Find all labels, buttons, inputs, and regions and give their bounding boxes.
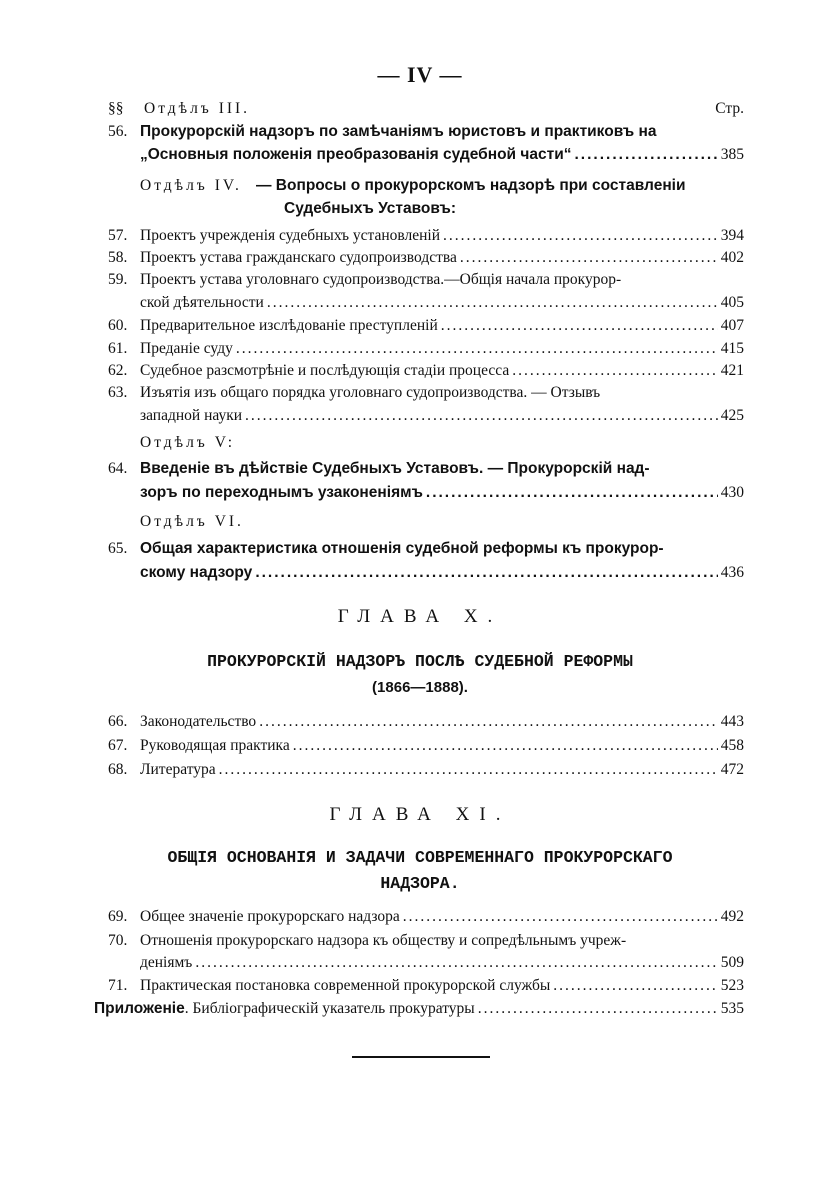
entry-number: 56. [108,123,128,140]
entry-text: деніямъ [140,954,193,971]
entry-text: Общее значеніе прокурорскаго надзора [140,908,400,925]
section-label-3: Отдѣлъ III. [144,100,251,117]
dot-leader [293,735,718,757]
entry-page: 394 [720,227,744,244]
section-4-title-line2: Судебныхъ Уставовъ: [284,200,456,217]
entry-text: Предварительное изслѣдованіе преступленій [140,317,438,334]
entry-number: 63. [108,384,128,401]
entry-number: 64. [108,460,128,477]
chapter-11-title-line2: НАДЗОРА. [380,874,460,893]
entry-page: 458 [720,737,744,754]
entry-text: „Основныя положенія преобразованія судебной части“ [140,146,572,163]
entry-text: Законодательство [140,713,257,730]
dot-leader [219,759,718,781]
entry-page: 385 [720,146,744,163]
entry-page: 425 [720,407,744,424]
dot-leader [553,975,717,997]
entry-text: Проектъ учрежденія судебныхъ установленій [140,227,441,244]
dot-leader [512,360,718,382]
entry-number: 59. [108,271,128,288]
chapter-11-heading: ГЛАВА XI. [329,804,511,825]
entry-page: 405 [720,294,744,311]
entry-number: 69. [108,908,128,925]
entry-number: 67. [108,737,128,754]
entry-text: Судебное разсмотрѣніе и послѣдующія стадіи процесса [140,362,510,379]
section-label-5: Отдѣлъ V: [140,434,236,451]
entry-text: Изъятія изъ общаго порядка уголовнаго судопроизводства. — Отзывъ [140,384,601,401]
entry-page: 407 [720,317,744,334]
dot-leader [255,562,717,584]
dot-leader [441,315,718,337]
appendix-label: Приложеніе [94,1000,185,1017]
entry-page: 415 [720,340,744,357]
entry-text: Литература [140,761,216,778]
chapter-10-title-line1: ПРОКУРОРСКІЙ НАДЗОРЪ ПОСЛѢ СУДЕБНОЙ РЕФОРМЫ [207,652,633,671]
entry-page: 421 [720,362,744,379]
entry-text: Общая характеристика отношенія судебной реформы къ прокурор- [140,540,664,557]
appendix-text: . Библіографическій указатель прокуратуры [184,1000,475,1017]
dot-leader [195,952,717,974]
page-column-label: Стр. [715,100,744,117]
entry-text: Отношенія прокурорскаго надзора къ обществу и сопредѣльнымъ учреж- [140,932,627,949]
entry-number: 65. [108,540,128,557]
dot-leader [575,144,718,166]
dot-leader [426,482,718,504]
entry-page: 509 [720,954,744,971]
entry-page: 472 [720,761,744,778]
entry-page: 443 [720,713,744,730]
chapter-10-heading: ГЛАВА X. [337,606,503,627]
chapter-11-title-line1: ОБЩІЯ ОСНОВАНІЯ И ЗАДАЧИ СОВРЕМЕННАГО ПРОКУРОРСКАГО [167,848,673,867]
entry-page: 402 [720,249,744,266]
dot-leader [443,225,718,247]
dot-leader [478,998,718,1020]
section-4-title-line1: — Вопросы о прокурорскомъ надзорѣ при составленіи [256,177,686,194]
entry-text: Руководящая практика [140,737,290,754]
entry-number: 70. [108,932,128,949]
entry-number: 66. [108,713,128,730]
entry-number: 68. [108,761,128,778]
entry-text: Практическая постановка современной прокурорской службы [140,977,551,994]
dot-leader [236,338,718,360]
entry-text: Проектъ устава гражданскаго судопроизводства [140,249,457,266]
entry-page: 523 [720,977,744,994]
closing-rule [352,1056,490,1058]
entry-text: скому надзору [140,564,253,581]
entry-text: ской дѣятельности [140,294,264,311]
page-number: — IV — [377,62,463,87]
entry-number: 71. [108,977,128,994]
entry-text: Преданіе суду [140,340,233,357]
entry-text: Прокурорскій надзоръ по замѣчаніямъ юристовъ и практиковъ на [140,123,657,140]
chapter-10-title-line2: (1866—1888). [372,679,468,696]
dot-leader [259,711,718,733]
section-label-4: Отдѣлъ IV. [140,177,242,194]
dot-leader [403,906,718,928]
entry-page: 492 [720,908,744,925]
entry-number: 61. [108,340,128,357]
entry-page: 430 [720,484,744,501]
dot-leader [245,405,718,427]
dot-leader [267,292,718,314]
entry-page: 436 [720,564,744,581]
entry-number: 57. [108,227,128,244]
entry-text: зоръ по переходнымъ узаконеніямъ [140,484,423,501]
entry-text: западной науки [140,407,243,424]
paragraph-sign: §§ [108,100,124,117]
entry-text: Введеніе въ дѣйствіе Судебныхъ Уставовъ. — Прокурорскій над- [140,460,650,477]
entry-number: 58. [108,249,128,266]
section-label-6: Отдѣлъ VI. [140,513,244,530]
entry-number: 62. [108,362,128,379]
entry-text: Проектъ устава уголовнаго судопроизводства.—Общія начала прокурор- [140,271,622,288]
entry-number: 60. [108,317,128,334]
entry-page: 535 [720,1000,744,1017]
dot-leader [460,247,718,269]
